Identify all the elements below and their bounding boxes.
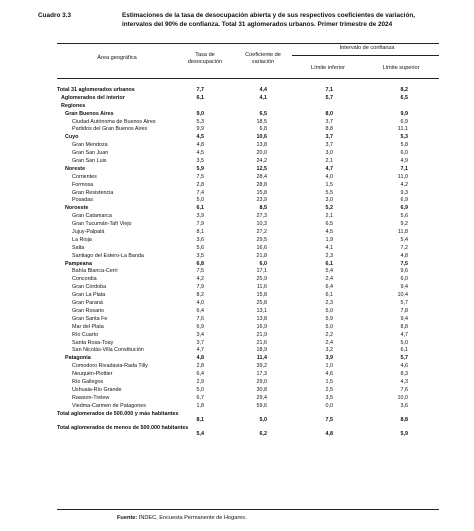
col-intervalo: Intervalo de confianza bbox=[339, 45, 395, 51]
cell-tasa: 7,4 bbox=[196, 189, 204, 196]
cell-coef: 6,0 bbox=[259, 260, 267, 267]
table-row bbox=[57, 425, 439, 439]
cell-sup: 4,8 bbox=[400, 252, 408, 259]
cell-inf: 5,2 bbox=[325, 205, 333, 212]
cell-coef: 18,5 bbox=[256, 118, 267, 125]
row-area-name: Santa Rosa-Toay bbox=[72, 339, 114, 346]
table-row bbox=[57, 174, 439, 182]
row-area-name: Cuyo bbox=[65, 134, 79, 141]
cell-coef: 13,8 bbox=[256, 142, 267, 149]
cell-coef: 13,1 bbox=[256, 307, 267, 314]
table-row bbox=[57, 111, 439, 119]
cell-coef: 23,9 bbox=[256, 197, 267, 204]
cell-sup: 5,7 bbox=[400, 355, 408, 362]
cell-coef: 17,3 bbox=[256, 371, 267, 378]
cell-coef: 27,2 bbox=[256, 229, 267, 236]
cell-sup: 8,8 bbox=[400, 416, 408, 423]
cell-sup: 9,9 bbox=[400, 110, 408, 117]
cell-sup: 9,6 bbox=[400, 268, 408, 275]
source-text: INDEC, Encuesta Permanente de Hogares. bbox=[138, 515, 247, 521]
cell-inf: 2,3 bbox=[325, 300, 333, 307]
cell-coef: 12,5 bbox=[256, 165, 267, 172]
cell-sup: 6,9 bbox=[400, 205, 408, 212]
cell-tasa: 4,8 bbox=[196, 355, 204, 362]
cell-tasa: 3,6 bbox=[196, 236, 204, 243]
cell-tasa: 5,0 bbox=[196, 386, 204, 393]
cell-inf: 3,9 bbox=[325, 355, 333, 362]
table-row bbox=[57, 371, 439, 379]
cell-coef: 8,5 bbox=[259, 205, 267, 212]
cell-inf: 1,5 bbox=[325, 378, 333, 385]
cell-sup: 10,4 bbox=[397, 292, 408, 299]
cell-tasa: 6,4 bbox=[196, 371, 204, 378]
table-row bbox=[57, 355, 439, 363]
cell-sup: 8,8 bbox=[400, 323, 408, 330]
row-area-name: Gran Santa Fe bbox=[72, 315, 108, 322]
cell-inf: 5,5 bbox=[325, 189, 333, 196]
cell-tasa: 7,5 bbox=[196, 268, 204, 275]
row-area-name: Gran Buenos Aires bbox=[65, 110, 114, 117]
row-area-name: Gran San Juan bbox=[72, 150, 109, 157]
col-inferior: Límite inferior bbox=[311, 65, 345, 71]
table-row bbox=[57, 237, 439, 245]
cell-sup: 6,9 bbox=[400, 118, 408, 125]
cell-coef: 25,9 bbox=[256, 276, 267, 283]
cell-tasa: 4,0 bbox=[196, 300, 204, 307]
cell-sup: 7,1 bbox=[400, 165, 408, 172]
cell-tasa: 2,8 bbox=[196, 181, 204, 188]
table-row bbox=[57, 245, 439, 253]
row-area-name: Noreste bbox=[65, 165, 86, 172]
cell-coef: 11,6 bbox=[256, 284, 267, 291]
cell-inf: 3,7 bbox=[325, 134, 333, 141]
cell-coef: 4,1 bbox=[259, 94, 267, 101]
col-superior: Límite superior bbox=[382, 65, 420, 71]
cell-sup: 4,9 bbox=[400, 158, 408, 165]
row-area-name: Gran La Plata bbox=[72, 292, 106, 299]
cell-tasa: 5,6 bbox=[196, 244, 204, 251]
row-area-name: Jujuy-Palpalá bbox=[72, 229, 105, 236]
cell-inf: 1,5 bbox=[325, 181, 333, 188]
row-area-name: Gran Resistencia bbox=[72, 189, 114, 196]
cell-inf: 2,4 bbox=[325, 339, 333, 346]
table-row bbox=[57, 213, 439, 221]
cell-sup: 5,3 bbox=[400, 134, 408, 141]
cell-sup: 6,0 bbox=[400, 150, 408, 157]
cell-inf: 6,1 bbox=[325, 292, 333, 299]
table-row bbox=[57, 316, 439, 324]
table-row bbox=[57, 284, 439, 292]
cell-tasa: 2,9 bbox=[196, 378, 204, 385]
cell-inf: 7,1 bbox=[325, 87, 333, 93]
cell-inf: 2,1 bbox=[325, 213, 333, 220]
cell-inf: 2,4 bbox=[325, 276, 333, 283]
source-label: Fuente: bbox=[117, 515, 138, 521]
table-row bbox=[57, 229, 439, 237]
cell-tasa: 1,8 bbox=[196, 402, 204, 409]
cell-tasa: 5,0 bbox=[196, 197, 204, 204]
cell-tasa: 8,1 bbox=[196, 229, 204, 236]
col-area: Área geográfica bbox=[97, 55, 137, 61]
row-area-name: Posadas bbox=[72, 197, 93, 204]
cell-coef: 29,4 bbox=[256, 394, 267, 401]
row-area-name: Gran Rosario bbox=[72, 307, 105, 314]
cell-coef: 21,9 bbox=[256, 331, 267, 338]
cell-coef: 21,6 bbox=[256, 339, 267, 346]
table-row bbox=[57, 253, 439, 261]
cell-inf: 7,5 bbox=[325, 416, 333, 423]
data-table bbox=[57, 87, 439, 439]
cell-inf: 6,1 bbox=[325, 260, 333, 267]
table-row bbox=[57, 190, 439, 198]
row-area-name: Bahía Blanca-Cerri bbox=[72, 268, 118, 275]
cell-sup: 4,3 bbox=[400, 378, 408, 385]
cell-sup: 5,4 bbox=[400, 236, 408, 243]
row-area-name: Gran Córdoba bbox=[72, 284, 107, 291]
cell-coef: 16,6 bbox=[256, 244, 267, 251]
row-area-name: La Rioja bbox=[72, 236, 92, 243]
cell-sup: 5,0 bbox=[400, 339, 408, 346]
cell-inf: 3,7 bbox=[325, 142, 333, 149]
table-row bbox=[57, 134, 439, 142]
cell-inf: 6,4 bbox=[325, 284, 333, 291]
cell-sup: 7,6 bbox=[400, 386, 408, 393]
cell-coef: 16,9 bbox=[256, 323, 267, 330]
cell-sup: 5,8 bbox=[400, 142, 408, 149]
row-area-name: Noroeste bbox=[65, 205, 89, 212]
cell-sup: 9,2 bbox=[400, 221, 408, 228]
cell-inf: 8,8 bbox=[325, 126, 333, 133]
cell-tasa: 7,9 bbox=[196, 221, 204, 228]
row-area-name: Comodoro Rivadavia-Rada Tilly bbox=[72, 363, 148, 370]
cell-sup: 3,6 bbox=[400, 402, 408, 409]
table-row bbox=[57, 221, 439, 229]
row-area-name: Concordia bbox=[72, 276, 97, 283]
cell-sup: 8,3 bbox=[400, 371, 408, 378]
table-row bbox=[57, 332, 439, 340]
cell-tasa: 6,4 bbox=[196, 307, 204, 314]
cell-coef: 10,3 bbox=[256, 221, 267, 228]
table-row bbox=[57, 300, 439, 308]
row-area-name: Regiones bbox=[61, 102, 86, 109]
cell-sup: 8,2 bbox=[400, 87, 408, 93]
cell-tasa: 3,5 bbox=[196, 252, 204, 259]
table-row bbox=[57, 363, 439, 371]
cell-coef: 4,4 bbox=[259, 87, 267, 93]
row-area-name: Total 31 aglomerados urbanos bbox=[57, 87, 135, 93]
cell-coef: 25,8 bbox=[256, 300, 267, 307]
cell-tasa: 5,9 bbox=[196, 165, 204, 172]
cell-sup: 10,0 bbox=[397, 394, 408, 401]
table-row bbox=[57, 324, 439, 332]
table-row bbox=[57, 166, 439, 174]
cell-inf: 3,7 bbox=[325, 118, 333, 125]
table-label: Cuadro 3.3 bbox=[38, 12, 72, 19]
row-area-name: Santiago del Estero-La Banda bbox=[72, 252, 144, 259]
cell-inf: 2,2 bbox=[325, 331, 333, 338]
table-row bbox=[57, 379, 439, 387]
cell-coef: 17,1 bbox=[256, 268, 267, 275]
cell-coef: 29,0 bbox=[256, 378, 267, 385]
cell-sup: 4,7 bbox=[400, 331, 408, 338]
table-row bbox=[57, 119, 439, 127]
cell-sup: 4,6 bbox=[400, 363, 408, 370]
row-area-name: Viedma-Carmen de Patagones bbox=[72, 402, 146, 409]
cell-sup: 6,1 bbox=[400, 347, 408, 354]
row-area-name: Partidos del Gran Buenos Aires bbox=[72, 126, 148, 133]
cell-inf: 2,5 bbox=[325, 386, 333, 393]
cell-tasa: 8,1 bbox=[196, 416, 204, 423]
table-row bbox=[57, 387, 439, 395]
table-row bbox=[57, 276, 439, 284]
cell-coef: 21,8 bbox=[256, 252, 267, 259]
cell-coef: 5,0 bbox=[259, 416, 267, 423]
cell-tasa: 7,7 bbox=[196, 87, 204, 93]
cell-coef: 27,3 bbox=[256, 213, 267, 220]
table-row bbox=[57, 403, 439, 411]
row-area-name: Neuquén-Plottier bbox=[72, 371, 113, 378]
row-area-name: Río Cuarto bbox=[72, 331, 99, 338]
cell-inf: 1,9 bbox=[325, 236, 333, 243]
table-row bbox=[57, 158, 439, 166]
bottom-rule bbox=[57, 509, 439, 510]
cell-tasa: 3,4 bbox=[196, 331, 204, 338]
row-area-name: Gran Catamarca bbox=[72, 213, 112, 220]
cell-tasa: 6,1 bbox=[196, 205, 204, 212]
row-area-name: Aglomerados del interior bbox=[61, 94, 125, 101]
cell-coef: 6,2 bbox=[259, 430, 267, 437]
cell-tasa: 9,0 bbox=[196, 110, 204, 117]
table-row bbox=[57, 197, 439, 205]
cell-sup: 5,9 bbox=[400, 430, 408, 437]
cell-coef: 11,4 bbox=[256, 355, 267, 362]
cell-tasa: 6,9 bbox=[196, 323, 204, 330]
cell-inf: 3,2 bbox=[325, 347, 333, 354]
cell-tasa: 9,9 bbox=[196, 126, 204, 133]
column-headers bbox=[57, 43, 439, 86]
cell-coef: 28,8 bbox=[256, 181, 267, 188]
row-area-name: Gran Paraná bbox=[72, 300, 103, 307]
cell-tasa: 7,6 bbox=[196, 315, 204, 322]
cell-inf: 5,4 bbox=[325, 268, 333, 275]
cell-inf: 4,8 bbox=[325, 430, 333, 437]
cell-sup: 11,8 bbox=[397, 229, 408, 236]
row-area-name: Gran San Luis bbox=[72, 158, 107, 165]
cell-sup: 7,8 bbox=[400, 307, 408, 314]
cell-tasa: 6,8 bbox=[196, 260, 204, 267]
cell-tasa: 4,2 bbox=[196, 276, 204, 283]
row-area-name: Total aglomerados de 500.000 y más habitantes bbox=[57, 410, 179, 417]
table-row bbox=[57, 411, 439, 425]
cell-coef: 24,2 bbox=[256, 158, 267, 165]
cell-inf: 4,0 bbox=[325, 173, 333, 180]
row-area-name: Formosa bbox=[72, 181, 94, 188]
cell-coef: 15,8 bbox=[256, 292, 267, 299]
col-coef: Coeficiente de variación bbox=[245, 52, 281, 65]
cell-inf: 4,5 bbox=[325, 229, 333, 236]
cell-tasa: 8,2 bbox=[196, 292, 204, 299]
cell-sup: 11,0 bbox=[397, 173, 408, 180]
row-area-name: Ushuaia-Río Grande bbox=[72, 386, 122, 393]
cell-inf: 5,9 bbox=[325, 315, 333, 322]
table-row bbox=[57, 182, 439, 190]
cell-sup: 11,1 bbox=[397, 126, 408, 133]
cell-tasa: 6,1 bbox=[196, 94, 204, 101]
cell-inf: 5,0 bbox=[325, 307, 333, 314]
row-area-name: Ciudad Autónoma de Buenos Aires bbox=[72, 118, 156, 125]
row-area-name: Gran Mendoza bbox=[72, 142, 108, 149]
cell-sup: 9,3 bbox=[400, 189, 408, 196]
cell-tasa: 2,8 bbox=[196, 363, 204, 370]
table-row bbox=[57, 103, 439, 111]
cell-tasa: 3,9 bbox=[196, 213, 204, 220]
cell-tasa: 4,7 bbox=[196, 347, 204, 354]
cell-coef: 59,6 bbox=[256, 402, 267, 409]
table-row bbox=[57, 292, 439, 300]
col-tasa: Tasa de desocupación bbox=[187, 52, 223, 65]
table-row bbox=[57, 142, 439, 150]
cell-tasa: 4,5 bbox=[196, 134, 204, 141]
row-area-name: Río Gallegos bbox=[72, 378, 104, 385]
cell-inf: 4,6 bbox=[325, 371, 333, 378]
cell-tasa: 6,7 bbox=[196, 394, 204, 401]
cell-inf: 3,0 bbox=[325, 150, 333, 157]
cell-sup: 7,2 bbox=[400, 244, 408, 251]
table-row bbox=[57, 308, 439, 316]
cell-tasa: 4,5 bbox=[196, 150, 204, 157]
cell-inf: 0,0 bbox=[325, 402, 333, 409]
table-row bbox=[57, 87, 439, 95]
cell-coef: 10,6 bbox=[256, 134, 267, 141]
table-title: Estimaciones de la tasa de desocupación abierta y de sus respectivos coeficientes de variación, intervalos del 90% de confianza. Total 31 aglomerados urbanos. Primer trimestre de 2024 bbox=[122, 12, 416, 28]
cell-inf: 4,7 bbox=[325, 165, 333, 172]
cell-sup: 6,9 bbox=[400, 197, 408, 204]
cell-sup: 7,5 bbox=[400, 260, 408, 267]
table-row bbox=[57, 126, 439, 134]
cell-coef: 18,9 bbox=[256, 347, 267, 354]
cell-tasa: 3,5 bbox=[196, 158, 204, 165]
row-area-name: San Nicolás-Villa Constitución bbox=[72, 347, 144, 354]
cell-tasa: 5,3 bbox=[196, 118, 204, 125]
row-area-name: Pampeana bbox=[65, 260, 92, 267]
cell-inf: 8,0 bbox=[325, 110, 333, 117]
cell-coef: 28,4 bbox=[256, 173, 267, 180]
table-row bbox=[57, 95, 439, 103]
row-area-name: Corrientes bbox=[72, 173, 97, 180]
cell-inf: 2,1 bbox=[325, 158, 333, 165]
cell-inf: 1,0 bbox=[325, 363, 333, 370]
cell-coef: 39,2 bbox=[256, 363, 267, 370]
cell-inf: 4,1 bbox=[325, 244, 333, 251]
row-area-name: Gran Tucumán-Tafí Viejo bbox=[72, 221, 132, 228]
row-area-name: Rawson-Trelew bbox=[72, 394, 110, 401]
row-area-name: Patagonia bbox=[65, 355, 91, 362]
table-row bbox=[57, 150, 439, 158]
cell-sup: 6,0 bbox=[400, 276, 408, 283]
table-row bbox=[57, 340, 439, 348]
cell-sup: 5,7 bbox=[400, 300, 408, 307]
cell-inf: 3,0 bbox=[325, 197, 333, 204]
cell-coef: 6,5 bbox=[259, 110, 267, 117]
table-row bbox=[57, 261, 439, 269]
row-area-name: Salta bbox=[72, 244, 85, 251]
cell-sup: 9,4 bbox=[400, 315, 408, 322]
table-row bbox=[57, 205, 439, 213]
cell-tasa: 7,9 bbox=[196, 284, 204, 291]
cell-sup: 4,2 bbox=[400, 181, 408, 188]
cell-coef: 29,5 bbox=[256, 236, 267, 243]
cell-coef: 15,8 bbox=[256, 189, 267, 196]
cell-sup: 9,4 bbox=[400, 284, 408, 291]
cell-tasa: 4,8 bbox=[196, 142, 204, 149]
cell-coef: 30,8 bbox=[256, 386, 267, 393]
source-note bbox=[117, 515, 247, 521]
cell-inf: 5,0 bbox=[325, 323, 333, 330]
cell-inf: 2,3 bbox=[325, 252, 333, 259]
table-row bbox=[57, 268, 439, 276]
cell-coef: 6,8 bbox=[259, 126, 267, 133]
row-area-name: Total aglomerados de menos de 500.000 habitantes bbox=[57, 424, 189, 431]
cell-inf: 6,5 bbox=[325, 221, 333, 228]
table-row bbox=[57, 347, 439, 355]
cell-inf: 5,7 bbox=[325, 94, 333, 101]
cell-tasa: 5,4 bbox=[196, 430, 204, 437]
cell-inf: 3,5 bbox=[325, 394, 333, 401]
cell-sup: 6,5 bbox=[400, 94, 408, 101]
cell-tasa: 7,5 bbox=[196, 173, 204, 180]
table-row bbox=[57, 395, 439, 403]
row-area-name: Mar del Plata bbox=[72, 323, 104, 330]
cell-coef: 13,8 bbox=[256, 315, 267, 322]
cell-coef: 20,0 bbox=[256, 150, 267, 157]
cell-sup: 5,6 bbox=[400, 213, 408, 220]
cell-tasa: 3,7 bbox=[196, 339, 204, 346]
